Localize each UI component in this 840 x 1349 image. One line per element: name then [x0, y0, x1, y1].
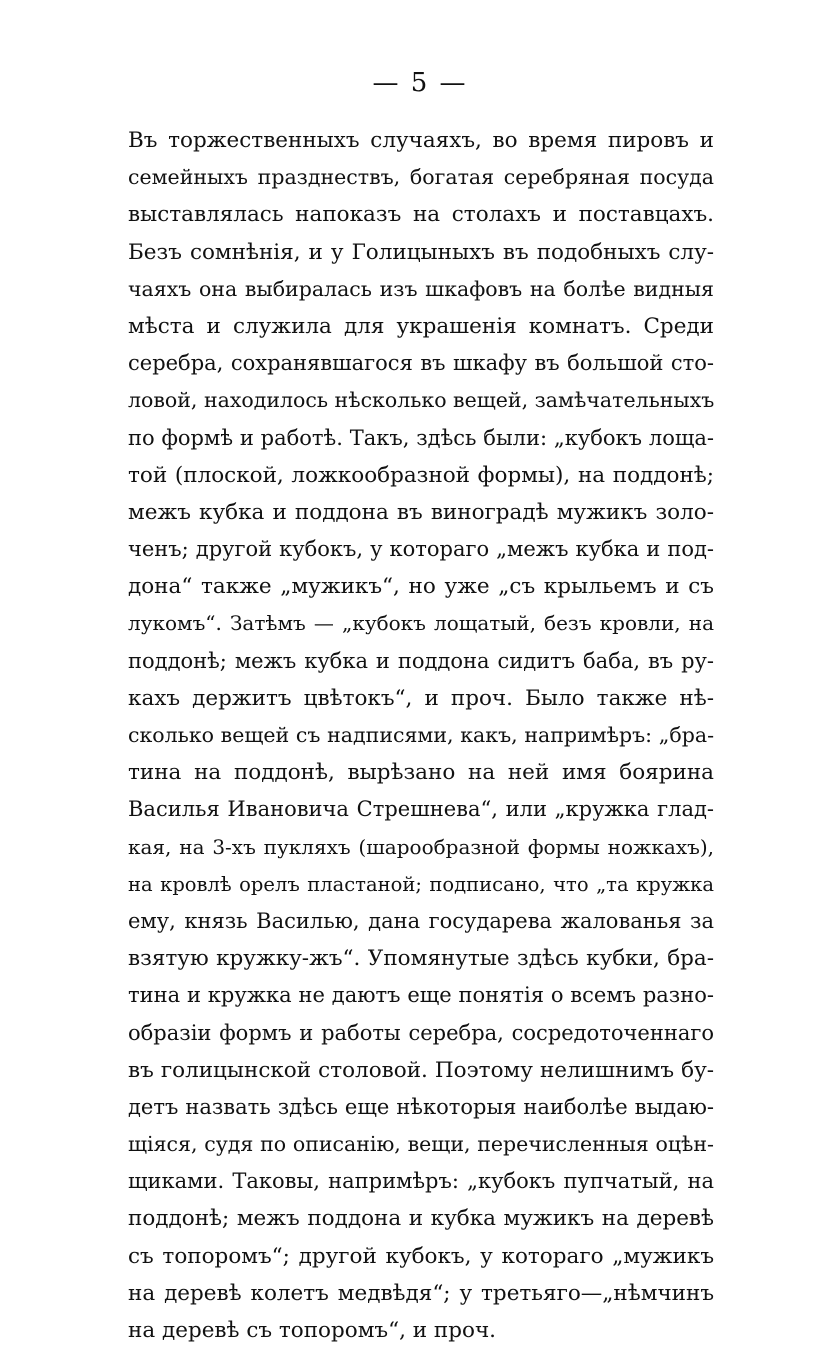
text-line: кахъ держитъ цвѣтокъ“, и проч. Было также нѣ- — [128, 685, 714, 711]
text-line: въ голицынской столовой. Поэтому нелишнимъ бу- — [128, 1057, 714, 1083]
text-line: серебра, сохранявшагося въ шкафу въ большой сто- — [128, 351, 714, 376]
text-line: тина на поддонѣ, вырѣзано на ней имя боярина — [128, 760, 714, 786]
text-line: лукомъ“. Затѣмъ — „кубокъ лощатый, безъ кровли, на — [128, 611, 714, 636]
text-line: взятую кружку-жъ“. Упомянутые здѣсь кубки, бра- — [128, 946, 714, 972]
text-line: на деревѣ съ топоромъ“, и проч. — [128, 1318, 497, 1343]
body-text — [128, 122, 714, 1349]
text-line: кая, на 3-хъ пукляхъ (шарообразной формы ножкахъ), — [128, 834, 714, 859]
text-line: по формѣ и работѣ. Такъ, здѣсь были: „кубокъ лоща- — [128, 425, 714, 450]
text-line: мѣста и служила для украшенія комнатъ. Среди — [128, 313, 714, 339]
text-line: на кровлѣ орелъ пластаной; подписано, что „та кружка — [128, 872, 714, 896]
text-line: выставлялась напоказъ на столахъ и поставцахъ. — [128, 202, 714, 228]
text-line: образіи формъ и работы серебра, сосредоточеннаго — [128, 1020, 714, 1045]
text-line: щіяся, судя по описанію, вещи, перечисленныя оцѣн- — [128, 1132, 714, 1157]
text-line: съ топоромъ“; другой кубокъ, у котораго „мужикъ — [128, 1243, 714, 1269]
text-line: на деревѣ колетъ медвѣдя“; у третьяго—„нѣмчинъ — [128, 1280, 714, 1306]
text-line: щиками. Таковы, напримѣръ: „кубокъ пупчатый, на — [128, 1169, 714, 1194]
text-line: Безъ сомнѣнія, и у Голицыныхъ въ подобныхъ слу- — [128, 239, 714, 265]
page-number: — 5 — — [372, 68, 468, 98]
text-line: межъ кубка и поддона въ виноградѣ мужикъ золо- — [128, 499, 714, 525]
text-line: Василья Ивановича Стрешнева“, или „кружка глад- — [128, 797, 714, 822]
text-line: поддонѣ; межъ поддона и кубка мужикъ на деревѣ — [128, 1206, 714, 1232]
text-line: ловой, находилось нѣсколько вещей, замѣчательныхъ — [128, 388, 714, 413]
text-line: той (плоской, ложкообразной формы), на поддонѣ; — [128, 462, 714, 488]
text-line: чаяхъ она выбиралась изъ шкафовъ на болѣе видныя — [128, 276, 714, 301]
text-line: ченъ; другой кубокъ, у котораго „межъ кубка и под- — [128, 537, 714, 562]
text-line: ему, князь Василью, дана государева жалованья за — [128, 908, 714, 933]
text-line: сколько вещей съ надписями, какъ, напримѣръ: „бра- — [128, 723, 714, 747]
text-line: поддонѣ; межъ кубка и поддона сидитъ баба, въ ру- — [128, 648, 714, 673]
text-line: Въ торжественныхъ случаяхъ, во время пировъ и — [128, 128, 714, 153]
text-line: семейныхъ празднествъ, богатая серебряная посуда — [128, 165, 714, 190]
text-line: детъ назвать здѣсь еще нѣкоторыя наиболѣе выдаю- — [128, 1094, 714, 1119]
text-line: дона“ также „мужикъ“, но уже „съ крыльемъ и съ — [128, 574, 714, 600]
text-line: тина и кружка не даютъ еще понятія о всемъ разно- — [128, 983, 714, 1008]
